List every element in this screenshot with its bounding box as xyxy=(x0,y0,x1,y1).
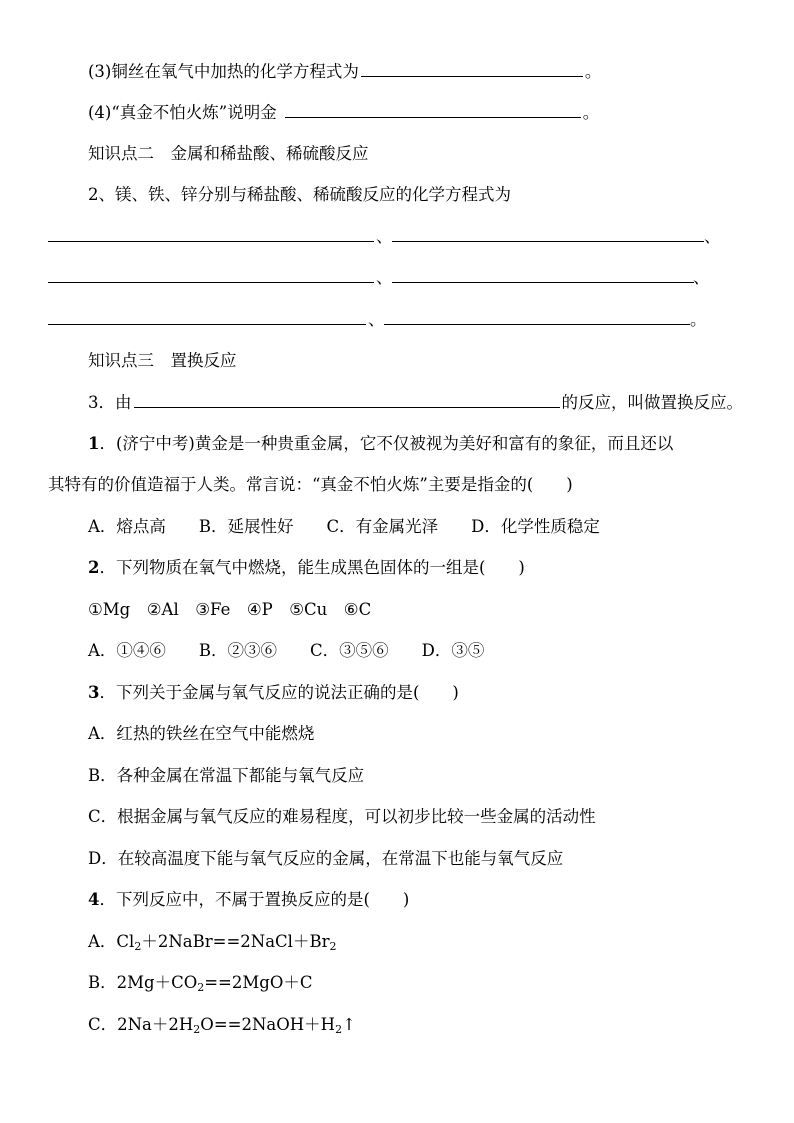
equation-sep-3: 、 xyxy=(376,268,393,287)
equation-sep-5: 、 xyxy=(368,310,385,329)
question-3-option-a: A．红热的铁丝在空气中能燃烧 xyxy=(88,724,315,743)
knowledge3-item xyxy=(88,391,743,414)
question-4-option-a xyxy=(88,931,336,953)
question-1-options: A．熔点高 B．延展性好 C．有金属光泽 D．化学性质稳定 xyxy=(88,517,600,536)
question-4-number: 4 xyxy=(88,890,100,909)
q4a-part1: A．Cl xyxy=(88,932,135,951)
question-4-option-c xyxy=(88,1014,356,1036)
knowledge3-suffix: 的反应，叫做置换反应。 xyxy=(561,393,743,412)
equation-end: 。 xyxy=(690,310,707,329)
q4-gold-blank[interactable] xyxy=(285,101,581,118)
question-2-number: 2 xyxy=(88,558,100,577)
q4a-sub2: 2 xyxy=(329,940,337,953)
question-2-text: ．下列物质在氧气中燃烧，能生成黑色固体的一组是( ) xyxy=(99,558,525,577)
q4a-sub1: 2 xyxy=(134,940,142,953)
q3-copper-blank[interactable] xyxy=(361,60,583,77)
equation-sep-2: 、 xyxy=(704,227,721,246)
question-2-line xyxy=(88,557,525,579)
q3-copper-line xyxy=(88,60,601,83)
q4b-part1: B．2Mg＋CO xyxy=(88,973,198,992)
q4c-part2: O==2NaOH＋H xyxy=(200,1015,336,1034)
question-1-line1 xyxy=(88,433,673,455)
q4b-sub1: 2 xyxy=(197,981,205,994)
equation-blank-1[interactable] xyxy=(48,241,374,242)
question-3-option-c: C．根据金属与氧气反应的难易程度，可以初步比较一些金属的活动性 xyxy=(88,807,596,826)
question-4-text: ．下列反应中，不属于置换反应的是( ) xyxy=(99,890,410,909)
knowledge2-item: 2、镁、铁、锌分别与稀盐酸、稀硫酸反应的化学方程式为 xyxy=(88,185,511,204)
q4-gold-end: 。 xyxy=(582,103,600,122)
q4-gold-line xyxy=(88,101,599,124)
question-3-option-d: D．在较高温度下能与氧气反应的金属，在常温下也能与氧气反应 xyxy=(88,849,564,868)
q3-copper-label: (3)铜丝在氧气中加热的化学方程式为 xyxy=(88,62,359,81)
knowledge2-heading: 知识点二 金属和稀盐酸、稀硫酸反应 xyxy=(88,144,369,163)
question-3-line xyxy=(88,682,459,704)
q4c-sub1: 2 xyxy=(193,1023,201,1036)
question-4-line xyxy=(88,889,409,911)
equation-sep-1: 、 xyxy=(376,227,393,246)
q4b-part2: ==2MgO＋C xyxy=(204,973,313,992)
knowledge3-heading: 知识点三 置换反应 xyxy=(88,351,237,370)
displacement-blank[interactable] xyxy=(134,391,560,408)
equation-blank-6[interactable] xyxy=(384,324,690,325)
question-3-number: 3 xyxy=(88,683,100,702)
question-1-line2: 其特有的价值造福于人类。常言说：“真金不怕火炼”主要是指金的( ) xyxy=(48,475,573,494)
question-3-text: ．下列关于金属与氧气反应的说法正确的是( ) xyxy=(99,683,459,702)
q4c-sub2: 2 xyxy=(335,1023,343,1036)
equation-sep-4: 、 xyxy=(693,268,710,287)
question-1-number: 1 xyxy=(88,434,100,453)
q4c-part1: C．2Na＋2H xyxy=(88,1015,194,1034)
equation-blank-2[interactable] xyxy=(392,241,704,242)
equation-blank-3[interactable] xyxy=(48,282,374,283)
q3-copper-end: 。 xyxy=(584,62,602,81)
question-4-option-b xyxy=(88,972,313,994)
gas-arrow-icon: ↑ xyxy=(342,1015,356,1034)
question-2-options: A．①④⑥ B．②③⑥ C．③⑤⑥ D．③⑤ xyxy=(88,641,485,660)
question-3-option-b: B．各种金属在常温下都能与氧气反应 xyxy=(88,766,365,785)
q4-gold-label: (4)“真金不怕火炼”说明金 xyxy=(88,103,277,122)
question-2-items: ①Mg ②Al ③Fe ④P ⑤Cu ⑥C xyxy=(88,600,372,619)
equation-blank-4[interactable] xyxy=(392,282,694,283)
equation-blank-5[interactable] xyxy=(48,324,366,325)
knowledge3-prefix: 3．由 xyxy=(88,393,132,412)
q4a-part2: ＋2NaBr==2NaCl＋Br xyxy=(141,932,330,951)
question-1-text: ．(济宁中考)黄金是一种贵重金属，它不仅被视为美好和富有的象征，而且还以 xyxy=(99,434,674,453)
